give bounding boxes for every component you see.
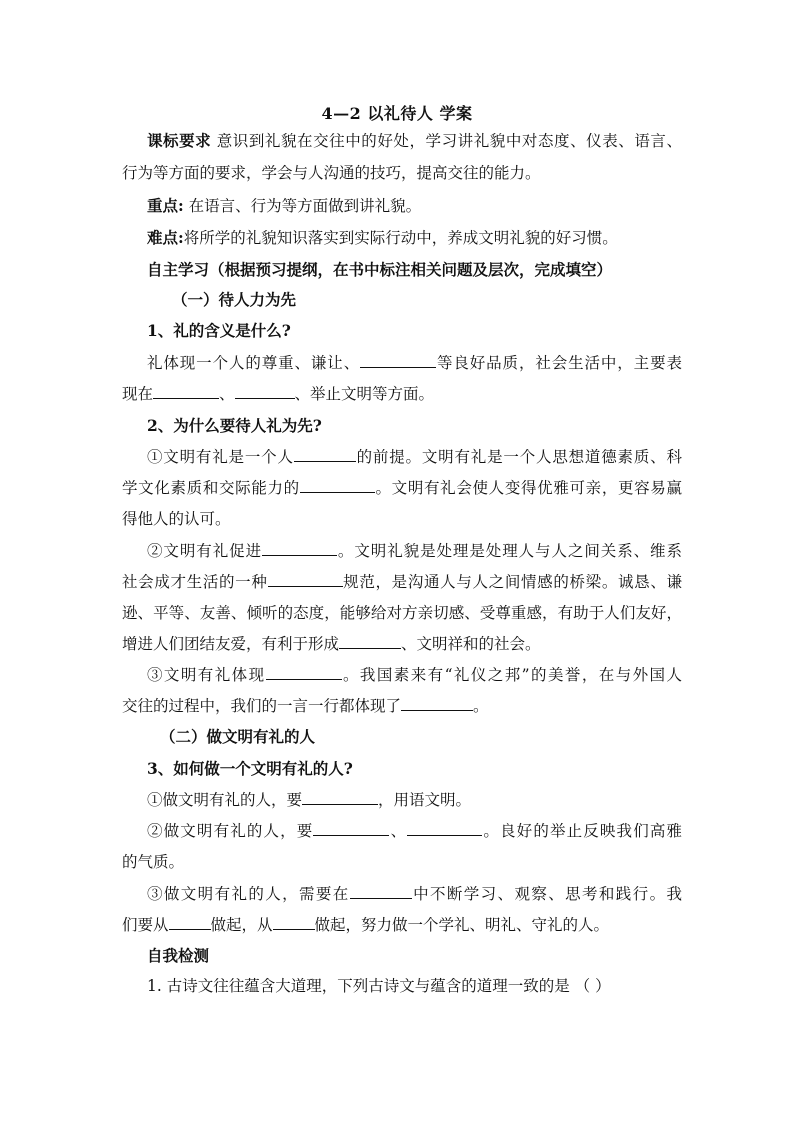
fill-blank[interactable] (313, 821, 389, 836)
q2-p2-text-1a: ②文明有礼促进 (147, 542, 262, 560)
q2-p3-text-1a: ③文明有礼体现 (147, 666, 266, 684)
question-2-title: 2、为什么要待人礼为先? (147, 416, 322, 435)
fill-blank[interactable] (153, 384, 219, 399)
q2-p1-line-1 (147, 447, 682, 467)
difficulty-line (147, 228, 682, 248)
q3-text-1b: ，用语文明。 (378, 791, 472, 809)
q2-p2-line-2 (122, 572, 682, 592)
q1-text-2c: 、举止文明等方面。 (294, 385, 435, 403)
q3-answer-1 (147, 790, 682, 810)
key-point-text: 在语言、行为等方面做到讲礼貌。 (183, 197, 422, 215)
requirement-line-1 (147, 131, 682, 151)
q2-p2-line-3: 逊、平等、友善、倾听的态度，能够给对方亲切感、受尊重感，有助于人们友好， (122, 604, 682, 622)
q2-p1-text-1b: 的前提。文明有礼是一个人思想道德素质、科 (355, 448, 682, 466)
q2-p1-line-3: 得他人的认可。 (122, 510, 231, 528)
q3-answer-3-cont (122, 915, 682, 935)
q2-p1-text-1a: ①文明有礼是一个人 (147, 448, 294, 466)
section-1-heading: （一）待人力为先 (172, 290, 297, 309)
fill-blank[interactable] (169, 915, 211, 930)
section-2-heading: （二）做文明有礼的人 (160, 727, 316, 746)
fill-blank[interactable] (302, 790, 378, 805)
q3-answer-3 (147, 884, 682, 904)
fill-blank[interactable] (300, 478, 375, 493)
q2-p2-text-2a: 社会成才生活的一种 (122, 573, 268, 591)
fill-blank[interactable] (360, 353, 436, 368)
q2-p2-text-4a: 增进人们团结友爱，有利于形成 (122, 635, 340, 653)
q1-text-2a: 现在 (122, 385, 154, 403)
fill-blank[interactable] (401, 696, 473, 711)
self-check-heading: 自我检测 (147, 946, 210, 965)
question-1-title: 1、礼的含义是什么? (147, 321, 291, 340)
q3-answer-2-cont: 的气质。 (122, 853, 185, 871)
fill-blank[interactable] (294, 447, 356, 462)
q1-line-1 (147, 353, 682, 373)
q3-text-3b: 中不断学习、观察、思考和践行。我 (411, 885, 682, 903)
q2-p2-line-1 (147, 541, 682, 561)
q2-p1-text-2b: 。文明有礼会使人变得优雅可亲，更容易赢 (374, 479, 682, 497)
key-point-label: 重点: (147, 196, 184, 215)
q1-text-2b: 、 (219, 385, 235, 403)
q2-p3-text-1b: 。我国素来有“礼仪之邦”的美誉，在与外国人 (341, 666, 682, 684)
q3-text-3a: ③做文明有礼的人，需要在 (147, 885, 350, 903)
fill-blank[interactable] (262, 541, 337, 556)
requirement-line-2: 行为等方面的要求，学会与人沟通的技巧，提高交往的能力。 (122, 164, 541, 182)
difficulty-label: 难点: (147, 228, 184, 247)
q2-p1-text-2a: 学文化素质和交际能力的 (122, 479, 300, 497)
q3-text-2b: 、 (389, 822, 408, 840)
fill-blank[interactable] (235, 384, 295, 399)
q3-text-3e: 做起，努力做一个学礼、明礼、守礼的人。 (314, 916, 610, 934)
fill-blank[interactable] (268, 572, 343, 587)
question-1-line: 1. 古诗文往往蕴含大道理，下列古诗文与蕴含的道理一致的是 （ ） (147, 977, 611, 995)
q2-p3-text-2a: 交往的过程中，我们的一言一行都体现了 (122, 697, 402, 715)
q1-line-2 (122, 384, 682, 404)
q3-text-1a: ①做文明有礼的人，要 (147, 791, 303, 809)
q3-text-3d: 做起，从 (210, 916, 273, 934)
q3-text-3c: 们要从 (122, 916, 169, 934)
fill-blank[interactable] (339, 634, 401, 649)
difficulty-text: 将所学的礼貌知识落实到实际行动中，养成文明礼貌的好习惯。 (183, 229, 618, 247)
q2-p3-text-2b: 。 (473, 697, 489, 715)
self-study-heading: 自主学习（根据预习提纲，在书中标注相关问题及层次，完成填空） (147, 260, 613, 279)
requirement-label: 课标要求 (147, 131, 212, 150)
q2-p2-text-4b: 、文明祥和的社会。 (401, 635, 541, 653)
q1-text-1a: 礼体现一个人的尊重、谦让、 (147, 354, 361, 372)
fill-blank[interactable] (266, 665, 342, 680)
q1-text-1b: 等良好品质，社会生活中，主要表 (436, 354, 682, 372)
key-point-line (147, 196, 682, 216)
question-3-title: 3、如何做一个文明有礼的人? (147, 759, 353, 778)
q2-p2-line-4 (122, 634, 682, 654)
fill-blank[interactable] (407, 821, 482, 836)
page-title: 4—2 以礼待人 学案 (321, 104, 473, 123)
q2-p2-text-1b: 。文明礼貌是处理是处理人与人之间关系、维系 (337, 542, 682, 560)
q2-p1-line-2 (122, 478, 682, 498)
q2-p3-line-2 (122, 696, 682, 716)
requirement-text-1: 意识到礼貌在交往中的好处，学习讲礼貌中对态度、仪表、语言、 (211, 132, 682, 150)
q2-p2-text-2b: 规范，是沟通人与人之间情感的桥梁。诚恳、谦 (342, 573, 682, 591)
fill-blank[interactable] (350, 884, 412, 899)
fill-blank[interactable] (273, 915, 315, 930)
q3-answer-2 (147, 821, 682, 841)
q3-text-2c: 。良好的举止反映我们高雅 (482, 822, 682, 840)
q3-text-2a: ②做文明有礼的人，要 (147, 822, 314, 840)
q2-p3-line-1 (147, 665, 682, 685)
